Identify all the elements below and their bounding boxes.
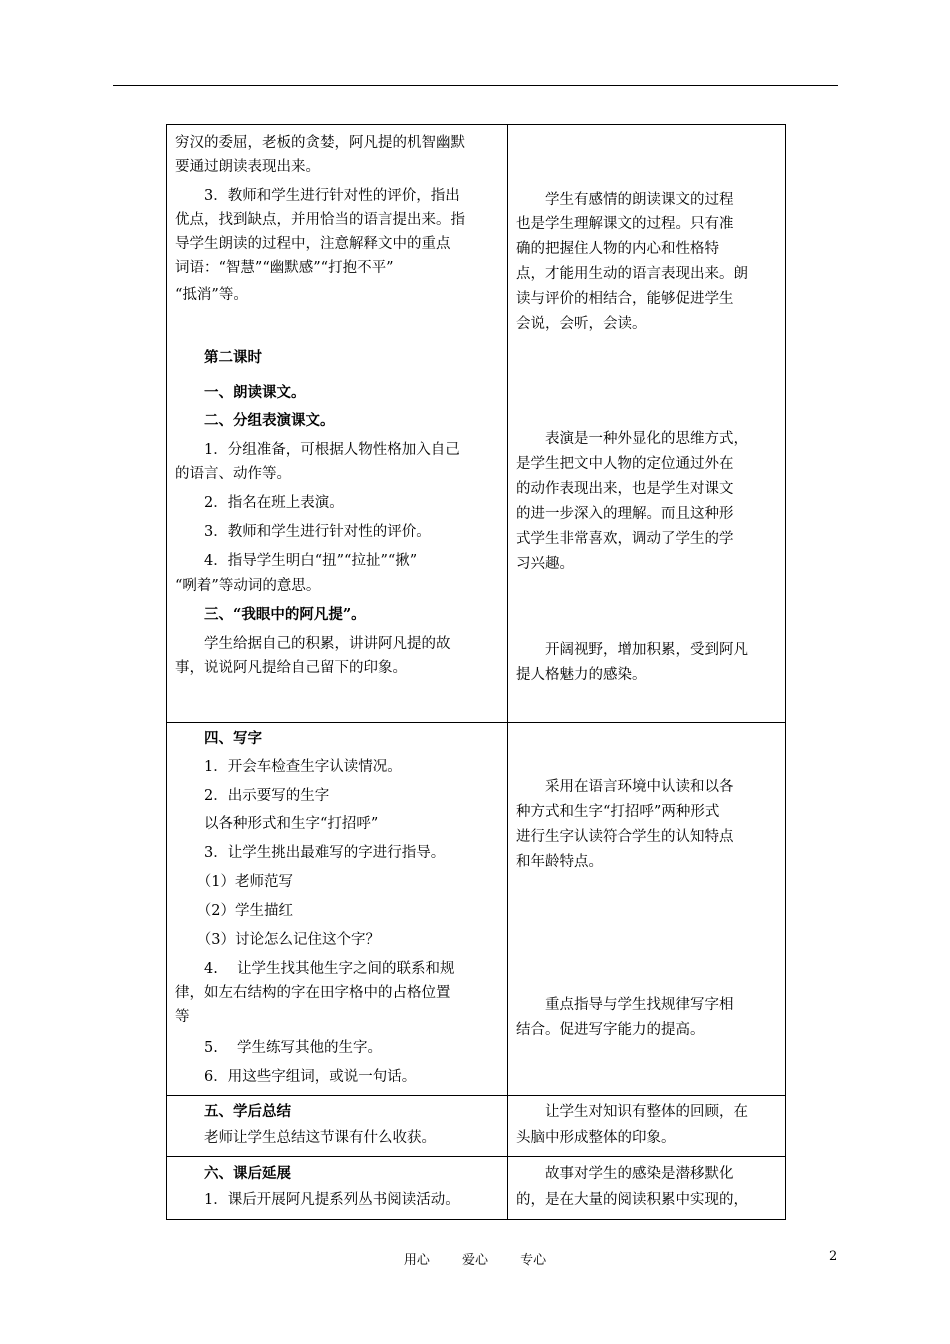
text-line: 等 xyxy=(175,1009,190,1025)
text-line: 学生有感情的朗读课文的过程 xyxy=(516,192,734,208)
table-row xyxy=(167,723,786,1096)
header-rule xyxy=(113,85,838,86)
text-line: 会说，会听，会读。 xyxy=(516,316,647,332)
section-heading: 四、写字 xyxy=(175,730,262,747)
text-line: 导学生朗读的过程中，注意解释文中的重点 xyxy=(175,236,451,252)
text-line: 结合。促进写字能力的提高。 xyxy=(516,1022,705,1038)
text-line: 故事对学生的感染是潜移默化 xyxy=(516,1166,734,1182)
footer-motto: 用心 xyxy=(403,1253,430,1268)
section-heading: 五、学后总结 xyxy=(175,1103,291,1120)
text-line: 4．指导学生明白“扭”“拉扯”“揪” xyxy=(175,553,418,569)
text-line: 式学生非常喜欢，调动了学生的学 xyxy=(516,531,734,547)
design-intent-cell xyxy=(508,723,786,1096)
text-line: （3）讨论怎么记住这个字？ xyxy=(175,932,380,948)
text-line: 也是学生理解课文的过程。只有准 xyxy=(516,216,734,232)
teaching-process-cell xyxy=(167,125,508,723)
text-line: （2）学生描红 xyxy=(175,903,293,919)
text-line: （1）老师范写 xyxy=(175,874,293,890)
text-line: 学生给据自己的积累，讲讲阿凡提的故 xyxy=(175,636,451,652)
text-line: 提人格魅力的感染。 xyxy=(516,667,647,683)
table-row xyxy=(167,125,786,723)
text-line: 是学生把文中人物的定位通过外在 xyxy=(516,456,734,472)
text-line: 事，说说阿凡提给自己留下的印象。 xyxy=(175,660,407,676)
text-line: 以各种形式和生字“打招呼” xyxy=(175,816,379,832)
text-line: 读与评价的相结合，能够促进学生 xyxy=(516,291,734,307)
text-line: 2．出示要写的生字 xyxy=(175,788,330,804)
text-line: 重点指导与学生找规律写字相 xyxy=(516,997,734,1013)
text-line: 优点，找到缺点，并用恰当的语言提出来。指 xyxy=(175,212,465,228)
table-row xyxy=(167,1096,786,1157)
teaching-process-cell xyxy=(167,723,508,1096)
table-row xyxy=(167,1157,786,1220)
text-line: 4. 让学生找其他生字之间的联系和规 xyxy=(175,961,455,977)
teaching-process-cell xyxy=(167,1096,508,1157)
text-line: 3．教师和学生进行针对性的评价，指出 xyxy=(175,188,460,204)
text-line: 的语言、动作等。 xyxy=(175,466,291,482)
text-line: 要通过朗读表现出来。 xyxy=(175,159,320,175)
text-line: 3．教师和学生进行针对性的评价。 xyxy=(175,524,431,540)
page-number: 2 xyxy=(829,1249,838,1264)
text-line: 老师让学生总结这节课有什么收获。 xyxy=(175,1130,436,1146)
section-heading: 三、“我眼中的阿凡提”。 xyxy=(175,606,366,623)
text-line: 点，才能用生动的语言表现出来。朗 xyxy=(516,266,748,282)
teaching-process-cell xyxy=(167,1157,508,1220)
text-line: 开阔视野，增加积累，受到阿凡 xyxy=(516,642,748,658)
lesson-plan-table xyxy=(166,124,786,1220)
text-line: “抵消”等。 xyxy=(175,287,248,303)
text-line: 和年龄特点。 xyxy=(516,854,603,870)
design-intent-cell xyxy=(508,1157,786,1220)
section-heading: 二、分组表演课文。 xyxy=(175,412,335,429)
text-line: “咧着”等动词的意思。 xyxy=(175,578,321,594)
text-line: 词语：“智慧”“幽默感”“打抱不平” xyxy=(175,260,394,276)
text-line: 1．课后开展阿凡提系列丛书阅读活动。 xyxy=(175,1192,460,1208)
text-line: 1．分组准备，可根据人物性格加入自己 xyxy=(175,442,460,458)
text-line: 采用在语言环境中认读和以各 xyxy=(516,779,734,795)
text-line: 5. 学生练写其他的生字。 xyxy=(175,1040,382,1056)
text-line: 让学生对知识有整体的回顾，在 xyxy=(516,1104,748,1120)
text-line: 律，如左右结构的字在田字格中的占格位置 xyxy=(175,985,451,1001)
text-line: 进行生字认读符合学生的认知特点 xyxy=(516,829,734,845)
text-line: 6．用这些字组词，或说一句话。 xyxy=(175,1069,417,1085)
design-intent-cell xyxy=(508,1096,786,1157)
design-intent-cell xyxy=(508,125,786,723)
text-line: 的进一步深入的理解。而且这种形 xyxy=(516,506,734,522)
text-line: 习兴趣。 xyxy=(516,556,574,572)
text-line: 的动作表现出来，也是学生对课文 xyxy=(516,481,734,497)
text-line: 1．开会车检查生字认读情况。 xyxy=(175,759,402,775)
footer-motto: 专心 xyxy=(520,1253,547,1268)
footer-motto: 爱心 xyxy=(461,1253,488,1268)
text-line: 表演是一种外显化的思维方式， xyxy=(516,431,748,447)
text-line: 2．指名在班上表演。 xyxy=(175,495,344,511)
page-footer xyxy=(0,1249,950,1268)
text-line: 的，是在大量的阅读积累中实现的， xyxy=(516,1192,748,1208)
text-line: 3．让学生挑出最难写的字进行指导。 xyxy=(175,845,446,861)
text-line: 头脑中形成整体的印象。 xyxy=(516,1130,676,1146)
section-heading: 六、课后延展 xyxy=(175,1165,291,1182)
section-heading: 第二课时 xyxy=(175,349,262,366)
text-line: 种方式和生字“打招呼”两种形式 xyxy=(516,804,720,820)
section-heading: 一、朗读课文。 xyxy=(175,384,306,401)
text-line: 确的把握住人物的内心和性格特 xyxy=(516,241,719,257)
text-line: 穷汉的委屈，老板的贪婪，阿凡提的机智幽默 xyxy=(175,135,465,151)
